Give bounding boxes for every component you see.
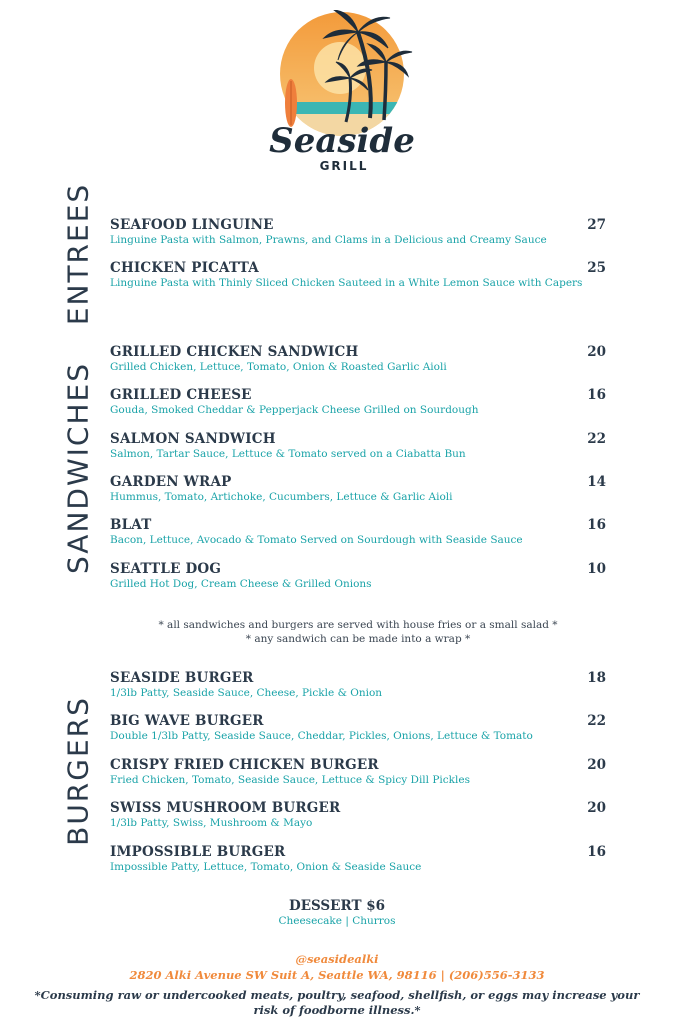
seaside-grill-logo	[262, 10, 422, 175]
sandwich-note-sides: * all sandwiches and burgers are served with house fries or a small salad *	[158, 619, 558, 631]
logo-sub: GRILL	[319, 159, 369, 173]
item-name: CRISPY FRIED CHICKEN BURGER	[110, 757, 379, 773]
menu-item	[110, 757, 606, 786]
item-name: SEAFOOD LINGUINE	[110, 217, 274, 233]
item-description: Bacon, Lettuce, Avocado & Tomato Served on Sourdough with Seaside Sauce	[110, 534, 523, 546]
menu-item	[110, 431, 606, 460]
item-description: Salmon, Tartar Sauce, Lettuce & Tomato served on a Ciabatta Bun	[110, 448, 466, 460]
item-name: GARDEN WRAP	[110, 474, 232, 490]
menu-item	[110, 260, 606, 289]
item-name: SWISS MUSHROOM BURGER	[110, 800, 341, 816]
menu-item	[110, 800, 606, 829]
item-description: 1/3lb Patty, Swiss, Mushroom & Mayo	[110, 817, 313, 829]
item-name: SEATTLE DOG	[110, 561, 222, 577]
disclaimer-line-1: *Consuming raw or undercooked meats, poultry, seafood, shellfish, or eggs may increase your	[34, 988, 640, 1002]
menu-item	[110, 217, 606, 246]
food-safety-disclaimer	[0, 988, 674, 1018]
item-price: 16	[587, 387, 606, 403]
social-handle: @seasidealki	[295, 952, 379, 966]
item-description: Grilled Hot Dog, Cream Cheese & Grilled Onions	[110, 578, 372, 590]
item-name: BLAT	[110, 517, 152, 533]
section-title-sandwiches: SANDWICHES	[61, 362, 95, 574]
item-price: 16	[587, 844, 606, 860]
item-price: 20	[587, 344, 606, 360]
item-price: 20	[587, 757, 606, 773]
menu-item	[110, 561, 606, 590]
section-title-entrees: ENTREES	[61, 182, 95, 326]
menu-item	[110, 517, 606, 546]
item-description: Impossible Patty, Lettuce, Tomato, Onion & Seaside Sauce	[110, 861, 422, 873]
item-price: 18	[587, 670, 606, 686]
logo-word: Seaside	[269, 121, 415, 161]
menu-item	[110, 713, 606, 742]
dessert-items: Cheesecake | Churros	[278, 915, 396, 927]
section-title-burgers: BURGERS	[61, 696, 95, 846]
item-name: GRILLED CHICKEN SANDWICH	[110, 344, 359, 360]
menu-item	[110, 344, 606, 373]
item-name: SEASIDE BURGER	[110, 670, 254, 686]
item-description: Hummus, Tomato, Artichoke, Cucumbers, Lettuce & Garlic Aioli	[110, 491, 453, 503]
item-description: Linguine Pasta with Salmon, Prawns, and Clams in a Delicious and Creamy Sauce	[110, 234, 547, 246]
menu-item	[110, 387, 606, 416]
disclaimer-line-2: risk of foodborne illness.*	[253, 1003, 421, 1017]
menu-item	[110, 670, 606, 699]
item-name: SALMON SANDWICH	[110, 431, 276, 447]
item-name: BIG WAVE BURGER	[110, 713, 264, 729]
item-description: Double 1/3lb Patty, Seaside Sauce, Cheddar, Pickles, Onions, Lettuce & Tomato	[110, 730, 533, 742]
item-price: 14	[587, 474, 606, 490]
item-description: Gouda, Smoked Cheddar & Pepperjack Cheese Grilled on Sourdough	[110, 404, 479, 416]
item-price: 27	[587, 217, 606, 233]
item-description: Fried Chicken, Tomato, Seaside Sauce, Lettuce & Spicy Dill Pickles	[110, 774, 470, 786]
menu-item	[110, 474, 606, 503]
item-price: 20	[587, 800, 606, 816]
item-description: 1/3lb Patty, Seaside Sauce, Cheese, Pickle & Onion	[110, 687, 383, 699]
item-name: IMPOSSIBLE BURGER	[110, 844, 286, 860]
sandwich-note-wrap: * any sandwich can be made into a wrap *	[245, 633, 471, 645]
menu-item	[110, 844, 606, 873]
address-phone: 2820 Alki Avenue SW Suit A, Seattle WA, 98116 | (206)556-3133	[129, 968, 545, 982]
item-price: 22	[587, 431, 606, 447]
item-name: GRILLED CHEESE	[110, 387, 252, 403]
dessert-title: DESSERT $6	[288, 898, 385, 914]
item-price: 10	[587, 561, 606, 577]
item-price: 25	[587, 260, 606, 276]
item-name: CHICKEN PICATTA	[110, 260, 259, 276]
item-price: 22	[587, 713, 606, 729]
item-description: Linguine Pasta with Thinly Sliced Chicken Sauteed in a White Lemon Sauce with Capers	[110, 277, 583, 289]
item-description: Grilled Chicken, Lettuce, Tomato, Onion & Roasted Garlic Aioli	[110, 361, 447, 373]
item-price: 16	[587, 517, 606, 533]
